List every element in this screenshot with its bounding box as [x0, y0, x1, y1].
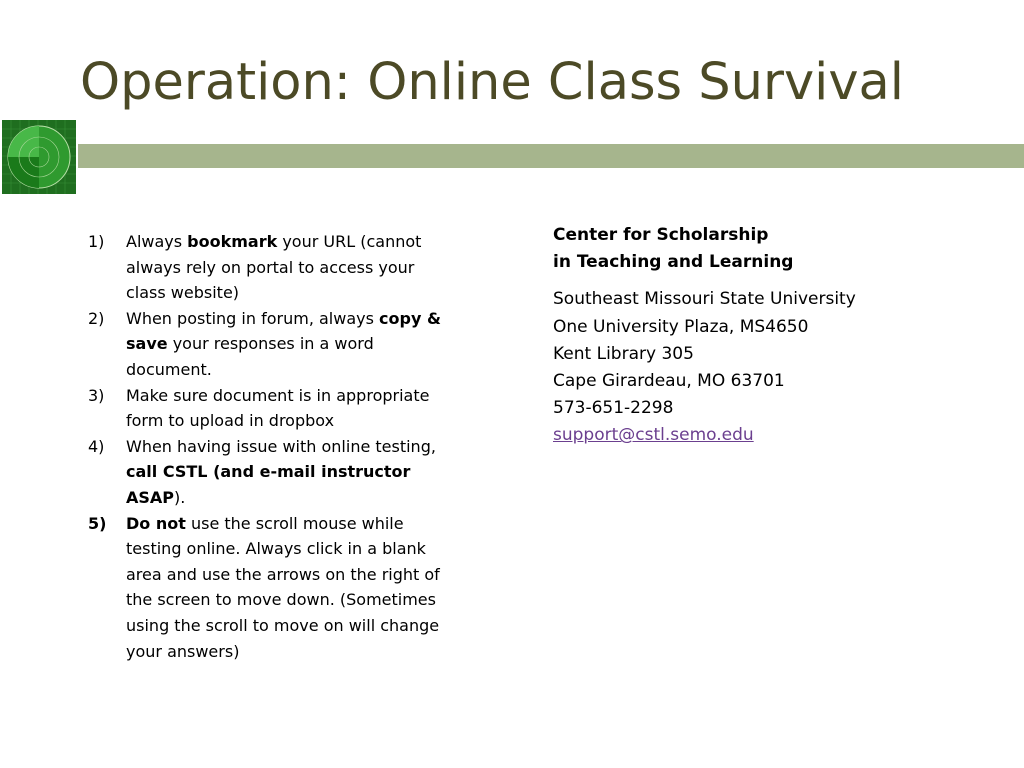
list-item: [88, 229, 468, 306]
list-number: 4): [88, 436, 105, 456]
slide-title: Operation: Online Class Survival: [80, 53, 904, 112]
organization-name: Center for Scholarship in Teaching and Learning: [553, 225, 794, 273]
list-number: 1): [88, 232, 105, 251]
title-divider-bar: [78, 144, 1024, 168]
list-number: 5): [88, 513, 107, 533]
list-text: When having issue with online testing, call CSTL (and e-mail instructor ASAP).: [126, 436, 436, 507]
phone-number: 573-651-2298: [553, 398, 674, 419]
support-email-link[interactable]: support@cstl.semo.edu: [553, 425, 754, 446]
university-name: Southeast Missouri State University: [553, 289, 856, 310]
list-text: Always bookmark your URL (cannot always rely on portal to access your class website): [126, 232, 422, 303]
list-number: 2): [88, 308, 105, 328]
list-item: [88, 511, 468, 665]
list-text: Do not use the scroll mouse while testing online. Always click in a blank area and use the arrows on the right of the screen to move down. (Sometimes using the scroll to move on will change your answers): [126, 513, 440, 661]
list-item: [88, 383, 468, 434]
tips-list: [88, 229, 468, 664]
radar-icon: [2, 120, 76, 194]
list-text: Make sure document is in appropriate form to upload in dropbox: [126, 385, 430, 431]
contact-block: [553, 222, 953, 450]
list-item: [88, 434, 468, 511]
list-text: When posting in forum, always copy & save your responses in a word document.: [126, 308, 441, 379]
list-number: 3): [88, 385, 105, 405]
address-line-2: Kent Library 305: [553, 343, 694, 364]
address-line-1: One University Plaza, MS4650: [553, 316, 809, 337]
list-item: [88, 306, 468, 383]
city-state-zip: Cape Girardeau, MO 63701: [553, 371, 785, 392]
